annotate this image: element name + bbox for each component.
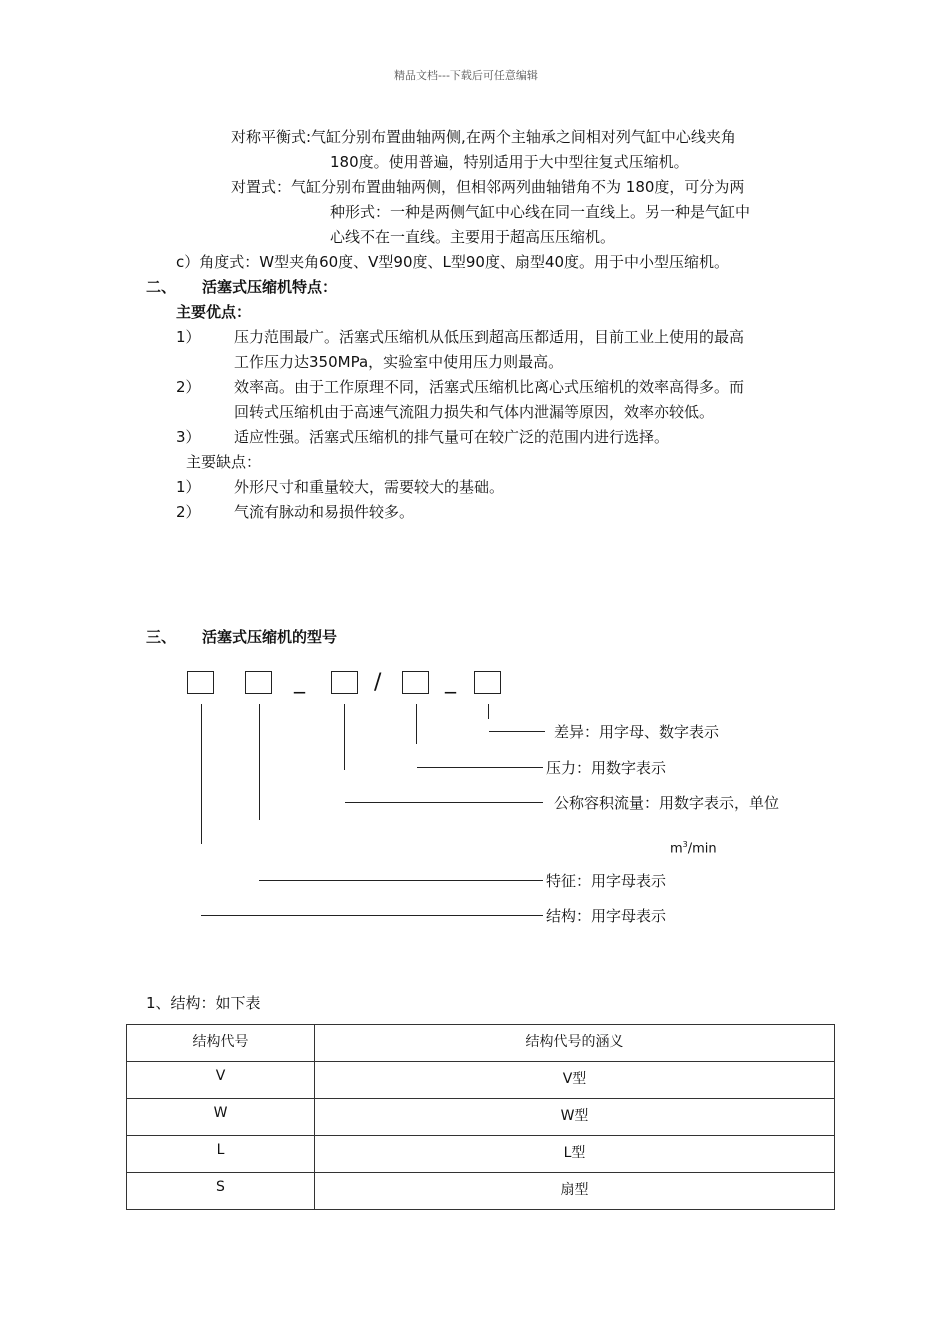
column-header: 结构代号的涵义 xyxy=(315,1025,835,1062)
advantages-title: 主要优点： xyxy=(176,303,252,321)
connector-line xyxy=(201,915,543,916)
unit-base: m xyxy=(670,841,683,857)
label-structure: 结构：用字母表示 xyxy=(546,907,667,925)
table-caption: 1、结构：如下表 xyxy=(146,994,261,1012)
separator-dash: _ xyxy=(294,669,305,694)
table-cell: W xyxy=(127,1099,315,1136)
label-flow-unit xyxy=(670,836,717,858)
connector-line xyxy=(489,731,545,732)
connector-line xyxy=(417,767,543,768)
label-variant: 差异：用字母、数字表示 xyxy=(554,723,720,741)
separator-slash: / xyxy=(374,670,382,695)
list-number: 3） xyxy=(176,428,201,446)
list-number: 1） xyxy=(176,478,201,496)
table-cell: L型 xyxy=(315,1136,835,1173)
code-box-flow xyxy=(331,671,358,694)
code-box-pressure xyxy=(402,671,429,694)
table-cell: V型 xyxy=(315,1062,835,1099)
table-row xyxy=(127,1062,835,1099)
connector-line xyxy=(259,704,260,820)
text-line: 180度。使用普遍，特别适用于大中型往复式压缩机。 xyxy=(330,153,689,171)
unit-rest: /min xyxy=(687,841,717,857)
page-header: 精品文档---下载后可任意编辑 xyxy=(394,69,538,82)
text-line: 种形式：一种是两侧气缸中心线在同一直线上。另一种是气缸中 xyxy=(330,203,751,221)
code-box-structure xyxy=(187,671,214,694)
label-flow: 公称容积流量：用数字表示，单位 xyxy=(554,794,780,812)
connector-line xyxy=(201,704,202,844)
section-number: 三、 xyxy=(146,628,177,646)
section-number: 二、 xyxy=(146,278,177,296)
list-item: 工作压力达350MPa，实验室中使用压力则最高。 xyxy=(234,353,564,371)
list-number: 2） xyxy=(176,378,201,396)
structure-table xyxy=(126,1024,835,1210)
table-row xyxy=(127,1099,835,1136)
section-title: 活塞式压缩机的型号 xyxy=(202,628,338,646)
table-row xyxy=(127,1173,835,1210)
table-cell: L xyxy=(127,1136,315,1173)
list-item: 回转式压缩机由于高速气流阻力损失和气体内泄漏等原因，效率亦较低。 xyxy=(234,403,715,421)
text-line: c）角度式：W型夹角60度、V型90度、L型90度、扇型40度。用于中小型压缩机。 xyxy=(176,253,730,271)
table-cell: V xyxy=(127,1062,315,1099)
column-header: 结构代号 xyxy=(127,1025,315,1062)
list-number: 2） xyxy=(176,503,201,521)
section-title: 活塞式压缩机特点： xyxy=(202,278,338,296)
list-item: 压力范围最广。活塞式压缩机从低压到超高压都适用，目前工业上使用的最高 xyxy=(234,328,745,346)
connector-line xyxy=(345,802,543,803)
table-header-row xyxy=(127,1025,835,1062)
list-item: 效率高。由于工作原理不同，活塞式压缩机比离心式压缩机的效率高得多。而 xyxy=(234,378,745,396)
separator-dash: _ xyxy=(445,669,456,694)
text-line: 对置式：气缸分别布置曲轴两侧，但相邻两列曲轴错角不为 180度，可分为两 xyxy=(231,178,745,196)
connector-line xyxy=(416,704,417,744)
text-line: 对称平衡式:气缸分别布置曲轴两侧,在两个主轴承之间相对列气缸中心线夹角 xyxy=(231,128,736,146)
code-box-variant xyxy=(474,671,501,694)
connector-line xyxy=(344,704,345,770)
table-row xyxy=(127,1136,835,1173)
connector-line xyxy=(488,704,489,719)
table-cell: W型 xyxy=(315,1099,835,1136)
list-item: 外形尺寸和重量较大，需要较大的基础。 xyxy=(234,478,505,496)
connector-line xyxy=(259,880,543,881)
code-box-feature xyxy=(245,671,272,694)
unit-superscript: 3 xyxy=(682,840,688,849)
label-pressure: 压力：用数字表示 xyxy=(546,759,667,777)
table-cell: S xyxy=(127,1173,315,1210)
label-feature: 特征：用字母表示 xyxy=(546,872,667,890)
list-number: 1） xyxy=(176,328,201,346)
list-item: 气流有脉动和易损件较多。 xyxy=(234,503,415,521)
disadvantages-title: 主要缺点： xyxy=(186,453,262,471)
list-item: 适应性强。活塞式压缩机的排气量可在较广泛的范围内进行选择。 xyxy=(234,428,670,446)
table-cell: 扇型 xyxy=(315,1173,835,1210)
text-line: 心线不在一直线。主要用于超高压压缩机。 xyxy=(330,228,616,246)
